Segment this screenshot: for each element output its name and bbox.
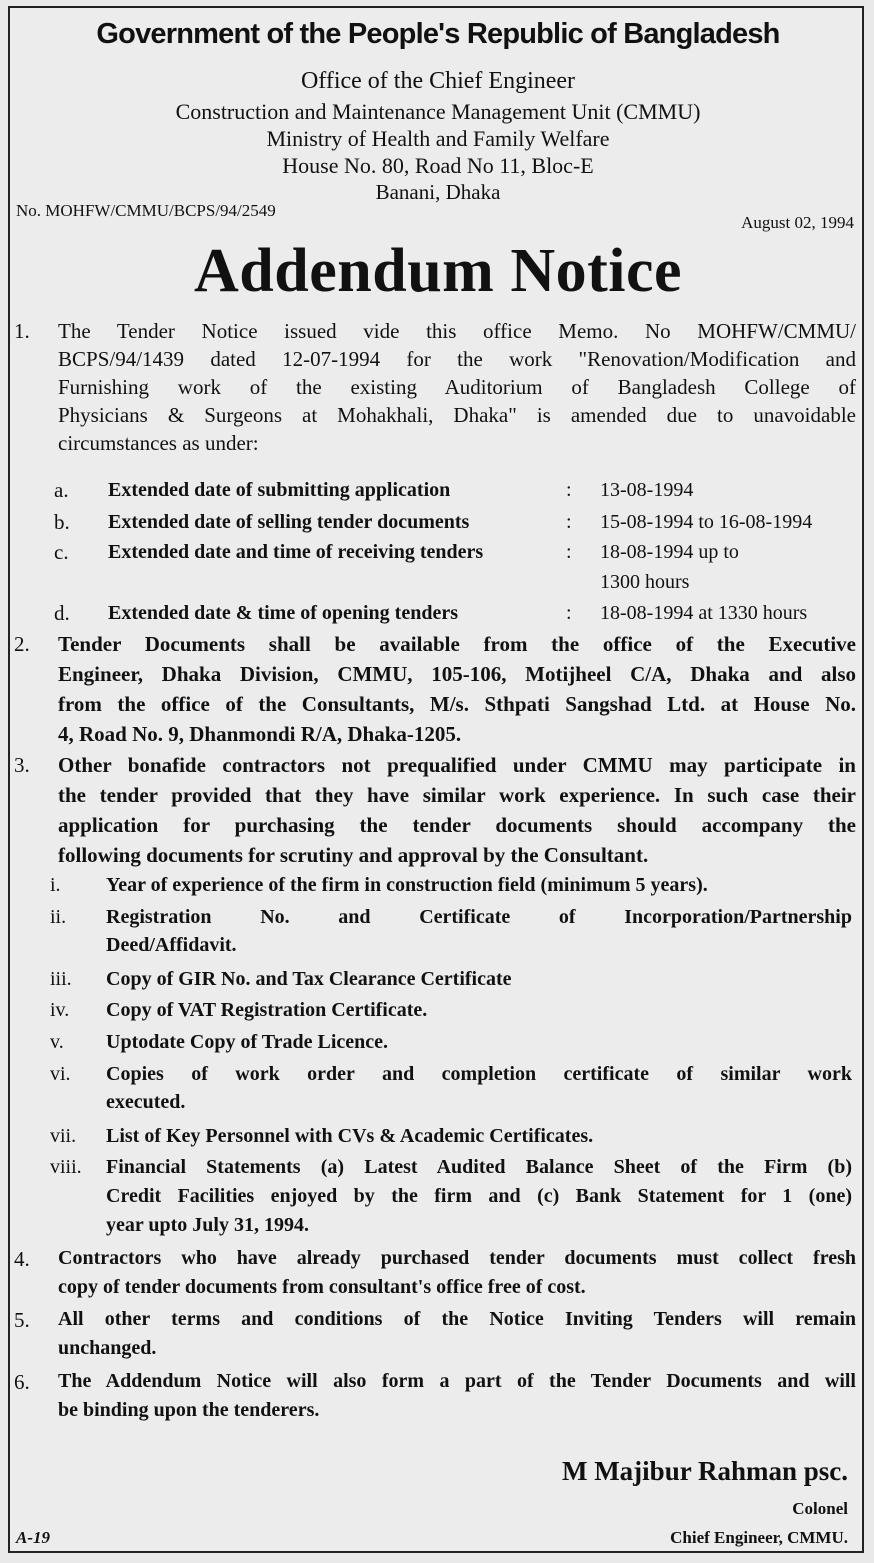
item3-line: Other bonafide contractors not prequalified under CMMU may participate in [58,753,856,777]
requirement-text: Deed/Affidavit. [106,934,237,956]
schedule-colon: : [566,602,572,624]
notice-title: Addendum Notice [193,237,683,305]
schedule-label: b. [54,510,70,534]
schedule-description: Extended date of selling tender documents [108,511,470,533]
item1-line: Furnishing work of the existing Auditorium of Bangladesh College of [58,375,856,399]
ad-code: A-19 [16,1528,50,1547]
schedule-value: 15-08-1994 to 16-08-1994 [600,511,813,533]
requirement-text: Year of experience of the firm in construction field (minimum 5 years). [106,874,708,896]
address-line-1: House No. 80, Road No 11, Bloc-E [282,153,594,178]
requirement-label: viii. [50,1156,82,1178]
requirement-label: v. [50,1031,64,1053]
requirement-label: iii. [50,968,72,990]
item3-line: the tender provided that they have similar work experience. In such case their [58,783,856,807]
item2-line: from the office of the Consultants, M/s. Sthpati Sangshad Ltd. at House No. [58,692,856,716]
requirement-text: executed. [106,1091,186,1113]
schedule-value-continued: 1300 hours [600,571,690,593]
requirement-label: vii. [50,1125,77,1147]
requirement-text: Financial Statements (a) Latest Audited Balance Sheet of the Firm (b) [106,1156,852,1178]
requirement-text: Copy of GIR No. and Tax Clearance Certificate [106,968,512,990]
item-number: 1. [14,319,30,343]
item4-line: copy of tender documents from consultant's office free of cost. [58,1276,586,1298]
schedule-colon: : [566,511,572,533]
schedule-value: 18-08-1994 up to [600,541,739,563]
requirement-text: Registration No. and Certificate of Incorporation/Partnership [106,906,852,928]
item5-line: unchanged. [58,1337,157,1359]
schedule-label: d. [54,601,70,625]
requirement-text: year upto July 31, 1994. [106,1214,309,1236]
item3-line: following documents for scrutiny and approval by the Consultant. [58,843,649,867]
item-number: 3. [14,753,30,777]
item2-line: 4, Road No. 9, Dhanmondi R/A, Dhaka-1205. [58,722,462,746]
schedule-description: Extended date & time of opening tenders [108,602,458,624]
requirement-text: Credit Facilities enjoyed by the firm and (c) Bank Statement for 1 (one) [106,1185,852,1207]
unit-heading: Construction and Maintenance Management Unit (CMMU) [175,99,701,124]
schedule-colon: : [566,541,572,563]
requirement-label: iv. [50,999,70,1021]
schedule-value: 18-08-1994 at 1330 hours [600,602,808,624]
schedule-description: Extended date and time of receiving tenders [108,541,484,563]
schedule-label: a. [54,478,69,502]
requirement-text: Copies of work order and completion certificate of similar work [106,1063,852,1085]
requirement-label: vi. [50,1063,71,1085]
office-heading: Office of the Chief Engineer [300,68,576,94]
item6-line: The Addendum Notice will also form a part of the Tender Documents and will [58,1370,856,1392]
requirement-text: Copy of VAT Registration Certificate. [106,999,428,1021]
item1-line: The Tender Notice issued vide this office Memo. No MOHFW/CMMU/ [58,319,856,343]
requirement-text: List of Key Personnel with CVs & Academic Certificates. [106,1125,594,1147]
item-number: 2. [14,632,30,656]
item5-line: All other terms and conditions of the Notice Inviting Tenders will remain [58,1308,856,1330]
item2-line: Tender Documents shall be available from the office of the Executive [58,632,856,656]
item-number: 5. [14,1308,30,1332]
notice-date: August 02, 1994 [741,213,854,232]
government-heading: Government of the People's Republic of Bangladesh [96,18,780,50]
signatory-name: M Majibur Rahman psc. [561,1456,848,1486]
item1-line: BCPS/94/1439 dated 12-07-1994 for the work "Renovation/Modification and [58,347,856,371]
memo-number: No. MOHFW/CMMU/BCPS/94/2549 [16,201,276,220]
address-line-2: Banani, Dhaka [375,180,501,204]
item6-line: be binding upon the tenderers. [58,1399,320,1421]
ministry-heading: Ministry of Health and Family Welfare [266,126,610,151]
schedule-label: c. [54,540,69,564]
schedule-description: Extended date of submitting application [108,479,451,501]
signatory-designation: Chief Engineer, CMMU. [670,1528,848,1547]
item1-line: Physicians & Surgeons at Mohakhali, Dhaka" is amended due to unavoidable [58,403,856,427]
schedule-colon: : [566,479,572,501]
item4-line: Contractors who have already purchased tender documents must collect fresh [58,1247,856,1269]
requirement-text: Uptodate Copy of Trade Licence. [106,1031,389,1053]
item3-line: application for purchasing the tender documents should accompany the [58,813,856,837]
item-number: 4. [14,1247,30,1271]
signatory-rank: Colonel [792,1499,848,1518]
schedule-value: 13-08-1994 [600,479,694,501]
notice-frame [8,6,864,1553]
requirement-label: ii. [50,906,67,928]
requirement-label: i. [50,874,61,896]
item2-line: Engineer, Dhaka Division, CMMU, 105-106, Motijheel C/A, Dhaka and also [58,662,856,686]
item-number: 6. [14,1370,30,1394]
item1-line: circumstances as under: [58,431,259,455]
